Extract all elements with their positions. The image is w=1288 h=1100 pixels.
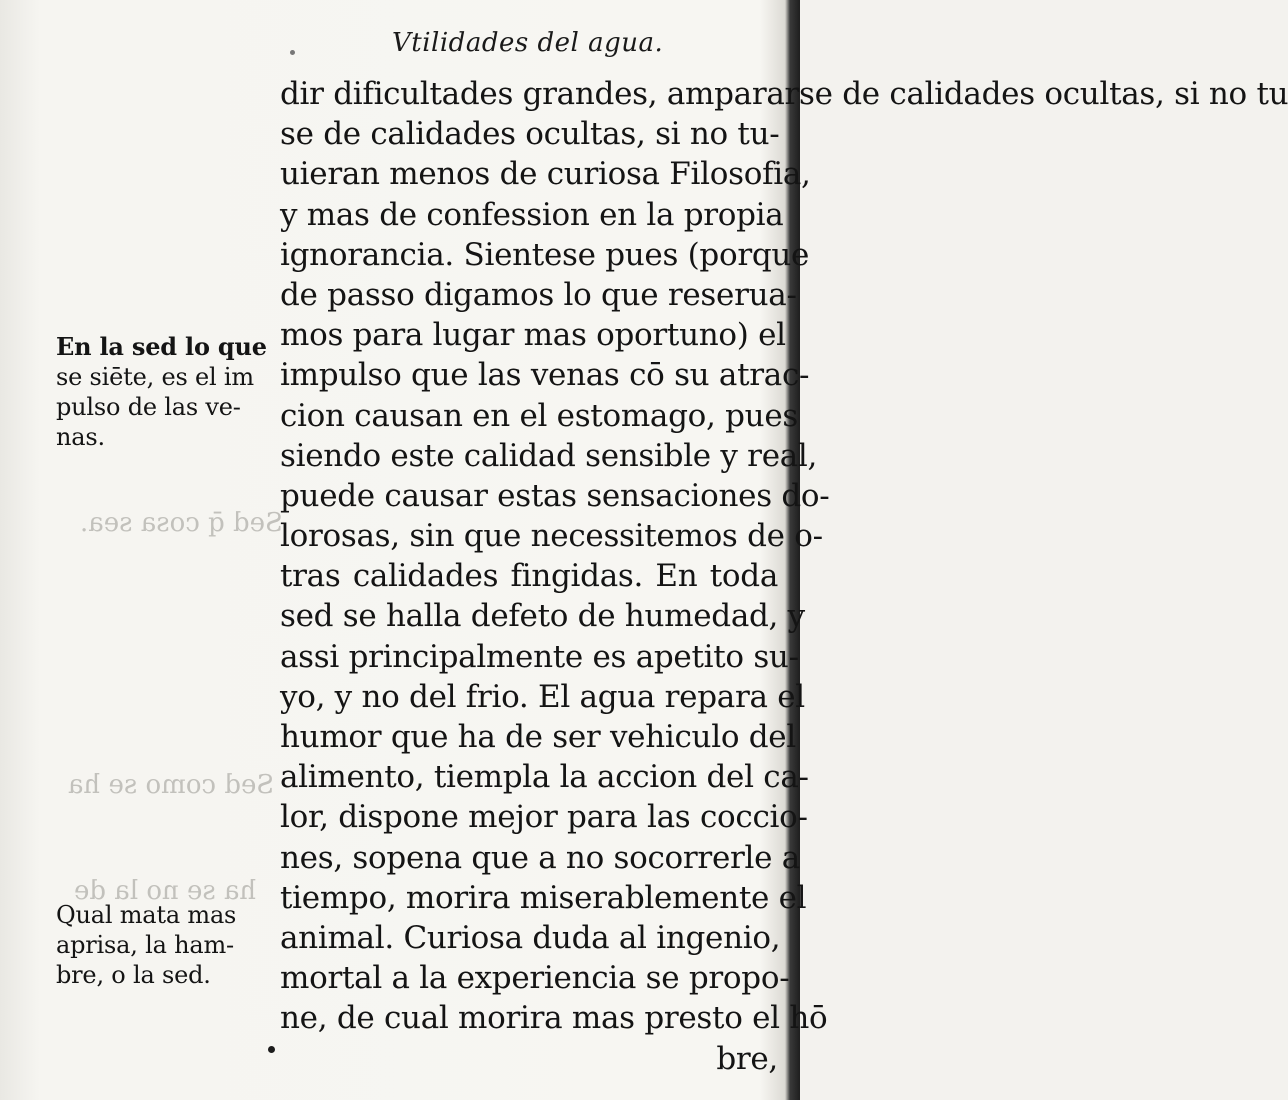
text-line: mos para lugar mas oportuno) el [280,317,786,354]
text-line: lorosas, sin que necessitemos de o- [280,518,823,555]
text-line: cion causan en el estomago, pues [280,397,798,434]
text-line: assi principalmente es apetito su- [280,638,799,675]
text-line: impulso que las venas cō su atrac- [280,357,810,394]
text-line: mortal a la experiencia se propo- [280,960,790,997]
text-line: sed se halla defeto de humedad, y [280,598,805,635]
text-line: dir dificultades grandes, ampararse de calidades ocultas, si no tu [280,76,1288,112]
margin-note-thirst [56,332,268,452]
text-line: nes, sopena que a no socorrerle a [280,839,800,876]
ink-speck [268,1046,275,1053]
text-line: puede causar estas sensaciones do- [280,477,830,514]
text-line: siendo este calidad sensible y real, [280,437,818,474]
text-line: tiempo, morira miserablemente el [280,879,807,916]
text-line: de passo digamos lo que reserua- [280,276,797,313]
text-line: tras calidades fingidas. En toda [280,558,778,595]
bleed-through-text: ha se no la de [74,876,257,906]
text-line: humor que ha de ser vehiculo del [280,719,796,755]
bleed-through-text: Sed como se ha [68,770,275,800]
bleed-through-text: Sed q̄ cosa sea. [80,508,283,538]
margin-note-line: En la sed lo que [56,332,267,361]
body-text [280,74,1288,1079]
text-line: bre, [716,1040,778,1077]
margin-note-hunger-or-thirst [56,900,268,990]
margin-note-line: nas. [56,423,105,451]
running-header: Vtilidades del agua. [392,28,664,58]
ink-speck [290,50,295,55]
text-line: alimento, tiempla la accion del ca- [280,759,809,796]
margin-note-line: pulso de las ve- [56,393,241,421]
text-line: ne, de cual morira mas presto el hō [280,1000,828,1037]
text-line: uieran menos de curiosa Filosofia, [280,156,811,193]
text-line: animal. Curiosa duda al ingenio, [280,919,781,956]
margin-note-line: bre, o la sed. [56,961,211,989]
text-line: lor, dispone mejor para las coccio- [280,799,808,836]
text-line: ignorancia. Sientese pues (porque [280,236,810,273]
text-line: se de calidades ocultas, si no tu- [280,116,780,153]
margin-note-line: Qual mata mas [56,901,237,929]
margin-note-line: se siēte, es el im [56,363,254,391]
text-line: yo, y no del frio. El agua repara el [280,678,805,715]
margin-note-line: aprisa, la ham- [56,931,234,959]
text-line: y mas de confession en la propia [280,196,784,233]
